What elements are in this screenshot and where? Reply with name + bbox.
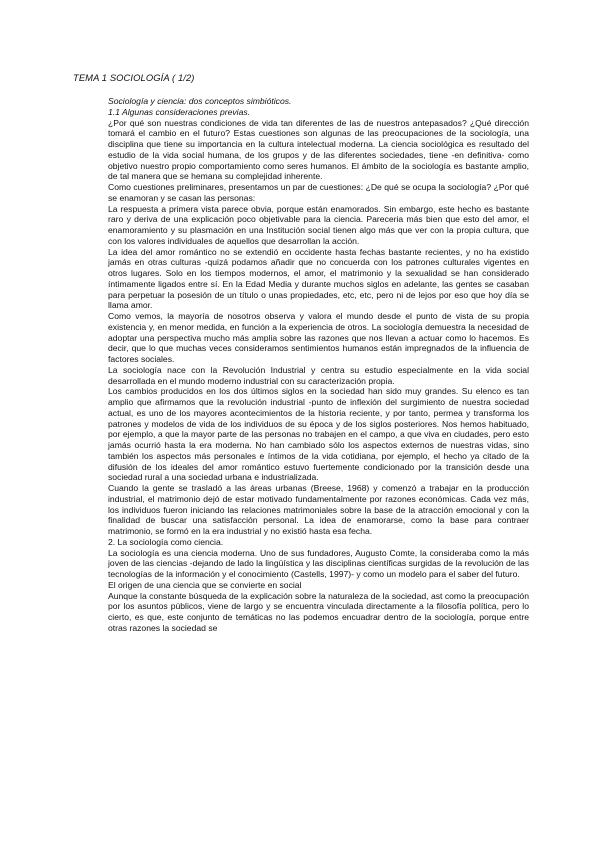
paragraph: La sociología es una ciencia moderna. Uno de sus fundadores, Augusto Comte, la consideraba como la más joven de las ciencias -dejando de lado la lingüística y las disciplinas científicas surgidas de la revolución de las tecnologías de la información y el conocimiento (Castells, 1997)- y como un modelo para el saber del futuro. xyxy=(108,547,529,579)
document-body xyxy=(108,96,529,634)
document-title: TEMA 1 SOCIOLOGÍA ( 1/2) xyxy=(73,72,195,83)
paragraph: ¿Por qué son nuestras condiciones de vida tan diferentes de las de nuestros antepasados? ¿Qué dirección tomará el cambio en el futuro? Estas cuestiones son algunas de las preocupaciones de la sociología, una disciplina que tiene su importancia en la cultura intelectual moderna. La ciencia sociológica es resultado del estudio de la vida social humana, de los grupos y de las diferentes sociedades, tiene -en definitiva- como objetivo nuestro propio comportamiento como seres humanos. El ámbito de la sociología es bastante amplio, de tal manera que se hemana su complejidad inherente. xyxy=(108,117,529,182)
paragraph: Como cuestiones preliminares, presentamos un par de cuestiones: ¿De qué se ocupa la sociología? ¿Por qué se enamoran y se casan las personas: xyxy=(108,182,529,203)
paragraph: Cuando la gente se trasladó a las áreas urbanas (Breese, 1968) y comenzó a trabajar en la producción industrial, el matrimonio dejó de estar motivado fundamentalmente por razones económicas. Cada vez más, los individuos fueron iniciando las relaciones matrimoniales sobre la base de la atracción emocional y con la finalidad de buscar una satisfacción personal. La idea de enamorarse, como la base para contraer matrimonio, se formó en la era industrial y no existió hasta esa fecha. xyxy=(108,483,529,536)
section-heading: Sociología y ciencia: dos conceptos simbióticos. xyxy=(108,96,292,106)
paragraph: La sociología nace con la Revolución Industrial y centra su estudio especialmente en la vida social desarrollada en el mundo moderno industrial con su caracterización propia. xyxy=(108,364,529,386)
paragraph: La idea del amor romántico no se extendió en occidente hasta fechas bastante recientes, y no ha existido jamás en otras culturas -quizá podamos añadir que no concuerda con los patrones culturales vigentes en otros lugares. Solo en los tiempos modernos, el amor, el matrimonio y la sexualidad se han considerado íntimamente ligados entre sí. En la Edad Media y durante muchos siglos en adelante, las gentes se casaban para perpetuar la posesión de un título o unas propiedades, etc, etc, pero ni de lejos por eso que hoy día se llama amor. xyxy=(108,246,529,311)
subsection-title: El origen de una ciencia que se convierte en social xyxy=(108,579,302,590)
paragraph: La respuesta a primera vista parece obvia, porque están enamorados. Sin embargo, este hecho es bastante raro y deriva de una explicación poco objetivable para la ciencia. Pareceria más bien que esto del amor, el enamoramiento y su plasmación en una Institución social tienen algo más que ver con la propia cultura, que con los valores individuales de aquellos que desarrollan la acción. xyxy=(108,203,529,246)
paragraph: Como vemos, la mayoría de nosotros observa y valora el mundo desde el punto de vista de su propia existencia y, en menor medida, en función a la experiencia de otros. La sociología demuestra la necesidad de adoptar una perspectiva mucho más amplia sobre las razones que nos llevan a actuar como lo hacemos. Es decir, que lo que muchas veces consideramos sentimientos humanos están impregnados de la influencia de factores sociales. xyxy=(108,311,529,364)
subsection-heading: 1.1 Algunas consideraciones previas. xyxy=(108,106,251,117)
section-heading-2: 2. La sociología como ciencia. xyxy=(108,536,224,547)
paragraph: Los cambios producidos en los dos últimos siglos en la sociedad han sido muy grandes. Su elenco es tan amplio que afirmamos que la revolución industrial -punto de inflexión del surgimiento de nuestra sociedad actual, es uno de los mayores acontecimientos de la historia reciente, y por tanto, permea y transforma los patrones y modelos de vida de los individuos de su época y de los siglos posteriores. Nos hemos habituado, por ejemplo, a que la mayor parte de las personas no trabajen en el campo, a que viva en ciudades, pero esto jamás ocurrió hasta la era moderna. No han cambiado sólo los aspectos externos de nuestras vidas, sino también los aspectos más personales e íntimos de la vida cotidiana, por ejemplo, el hecho ya citado de la difusión de los ideales del amor romántico estuvo fuertemente condicionado por la transición desde una sociedad rural a una sociedad urbana e industrializada. xyxy=(108,386,529,483)
paragraph: Aunque la constante búsqueda de la explicación sobre la naturaleza de la sociedad, ast como la preocupación por los asuntos públicos, viene de largo y se encuentra vinculada directamente a la filosofía política, pero lo cierto, es que, este conjunto de temáticas no las podemos encuadrar dentro de la sociología, porque entre otras razones la sociedad se xyxy=(108,590,529,633)
